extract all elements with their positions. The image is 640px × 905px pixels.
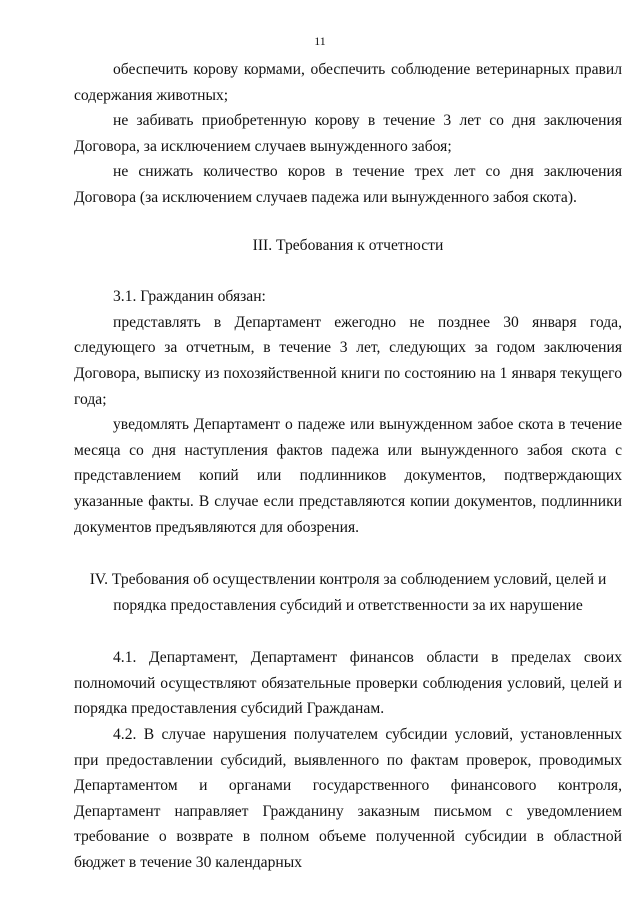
document-body [74, 57, 622, 876]
paragraph-3-1: 3.1. Гражданин обязан: [113, 288, 266, 306]
paragraph-no-reduce: не снижать количество коров в течение трех лет со дня заключения Договора (за исключением случаев падежа или вынужденного забоя скота). [74, 163, 622, 206]
paragraph-3-1-notify: уведомлять Департамент о падеже или вынужденном забое скота в течение месяца со дня наступления фактов падежа или вынужденного забоя скота с представлением копий или подлинников документов, подтверждающих указанные факты. В случае если представляются копии документов, подлинники документов предъявляются для обозрения. [74, 416, 622, 536]
section-4-heading-line-2: порядка предоставления субсидий и ответственности за их нарушение [113, 596, 583, 614]
paragraph-3-1-report: представлять в Департамент ежегодно не позднее 30 января года, следующего за отчетным, в течение 3 лет, следующих за годом заключения Договора, выписку из похозяйственной книги по состоянию на 1 января текущего года; [74, 313, 622, 408]
paragraph-no-slaughter: не забивать приобретенную корову в течение 3 лет со дня заключения Договора, за исключением случаев вынужденного забоя; [74, 112, 622, 155]
paragraph-feed-cow: обеспечить корову кормами, обеспечить соблюдение ветеринарных правил содержания животных; [74, 61, 622, 104]
page-number: 11 [314, 34, 326, 48]
paragraph-4-1: 4.1. Департамент, Департамент финансов области в пределах своих полномочий осуществляют обязательные проверки соблюдения условий, целей и порядка предоставления субсидий Гражданам. [74, 649, 622, 718]
paragraph-4-2: 4.2. В случае нарушения получателем субсидии условий, установленных при предоставлении субсидий, выявленного по фактам проверок, проводимых Департаментом и органами государственного финансового контроля, Департамент направляет Гражданину заказным письмом с уведомлением требование о возврате в полном объеме полученной субсидии в областной бюджет в течение 30 календарных [74, 726, 622, 872]
section-4-heading-line-1: IV. Требования об осуществлении контроля за соблюдением условий, целей и [89, 571, 607, 589]
section-3-heading: III. Требования к отчетности [252, 236, 444, 254]
